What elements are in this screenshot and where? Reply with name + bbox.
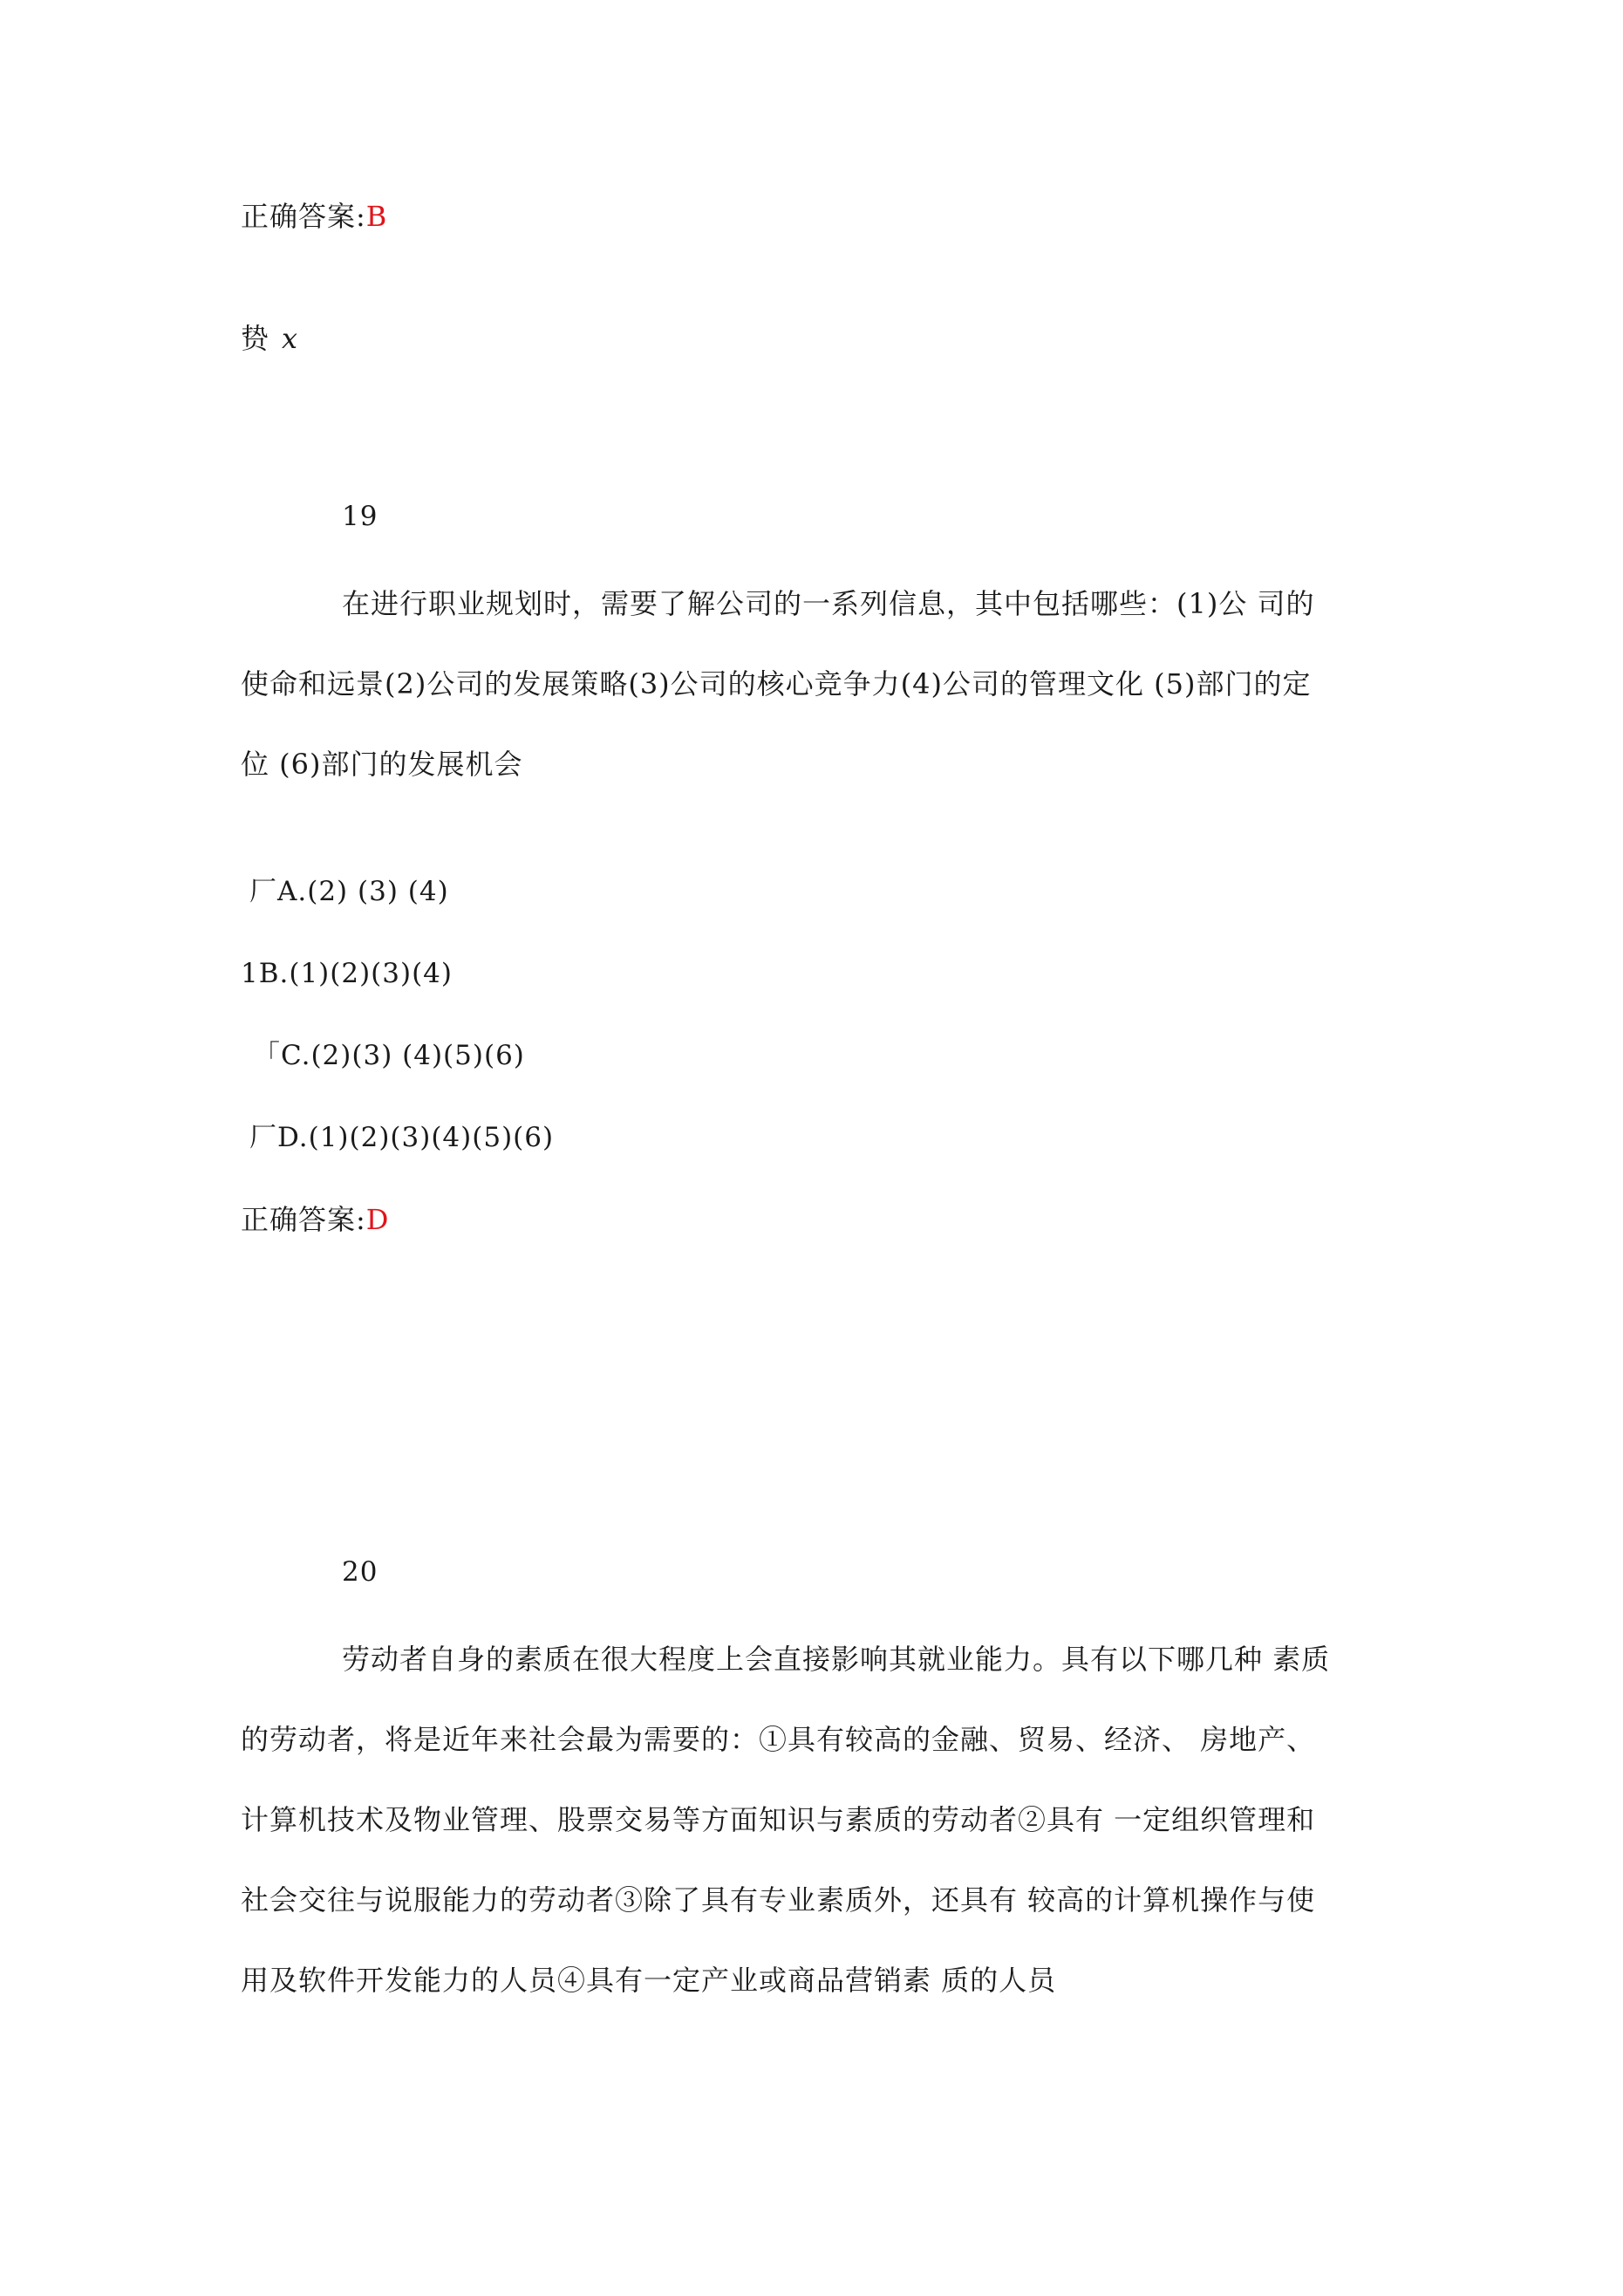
question-20-text-line-3: 计算机技术及物业管理、股票交易等方面知识与素质的劳动者②具有 一定组织管理和 — [241, 1803, 1316, 1836]
question-20-text-line-1: 劳动者自身的素质在很大程度上会直接影响其就业能力。具有以下哪几种 素质 — [342, 1643, 1331, 1676]
option-c[interactable]: 「C.(2)(3) (4)(5)(6) — [253, 1040, 525, 1071]
stray-char: 贽 — [241, 322, 270, 355]
answer-label: 正确答案: — [241, 1203, 366, 1236]
question-20-text-line-5: 用及软件开发能力的人员④具有一定产业或商品营销素 质的人员 — [241, 1964, 1057, 1997]
answer-value: D — [365, 1203, 390, 1236]
option-a[interactable]: 厂A.(2) (3) (4) — [249, 876, 449, 907]
option-d[interactable]: 厂D.(1)(2)(3)(4)(5)(6) — [249, 1122, 555, 1153]
stray-x: x — [282, 322, 299, 355]
question-number-19: 19 — [342, 501, 378, 532]
answer-label: 正确答案: — [241, 200, 366, 233]
question-19-text-line-1: 在进行职业规划时，需要了解公司的一系列信息，其中包括哪些：(1)公 司的 — [342, 587, 1315, 620]
question-19-text-line-3: 位 (6)部门的发展机会 — [241, 748, 523, 781]
question-number-20: 20 — [342, 1556, 378, 1588]
stray-text-line — [241, 321, 298, 356]
option-b[interactable]: 1B.(1)(2)(3)(4) — [241, 958, 453, 989]
question-20-text-line-4: 社会交往与说服能力的劳动者③除了具有专业素质外，还具有 较高的计算机操作与使 — [241, 1883, 1316, 1917]
answer-line-19 — [241, 1202, 389, 1237]
answer-value: B — [365, 200, 388, 233]
answer-line-18 — [241, 199, 387, 234]
question-19-text-line-2: 使命和远景(2)公司的发展策略(3)公司的核心竞争力(4)公司的管理文化 (5)部门的定 — [241, 667, 1312, 700]
question-20-text-line-2: 的劳动者，将是近年来社会最为需要的：①具有较高的金融、贸易、经济、 房地产、 — [241, 1723, 1316, 1756]
